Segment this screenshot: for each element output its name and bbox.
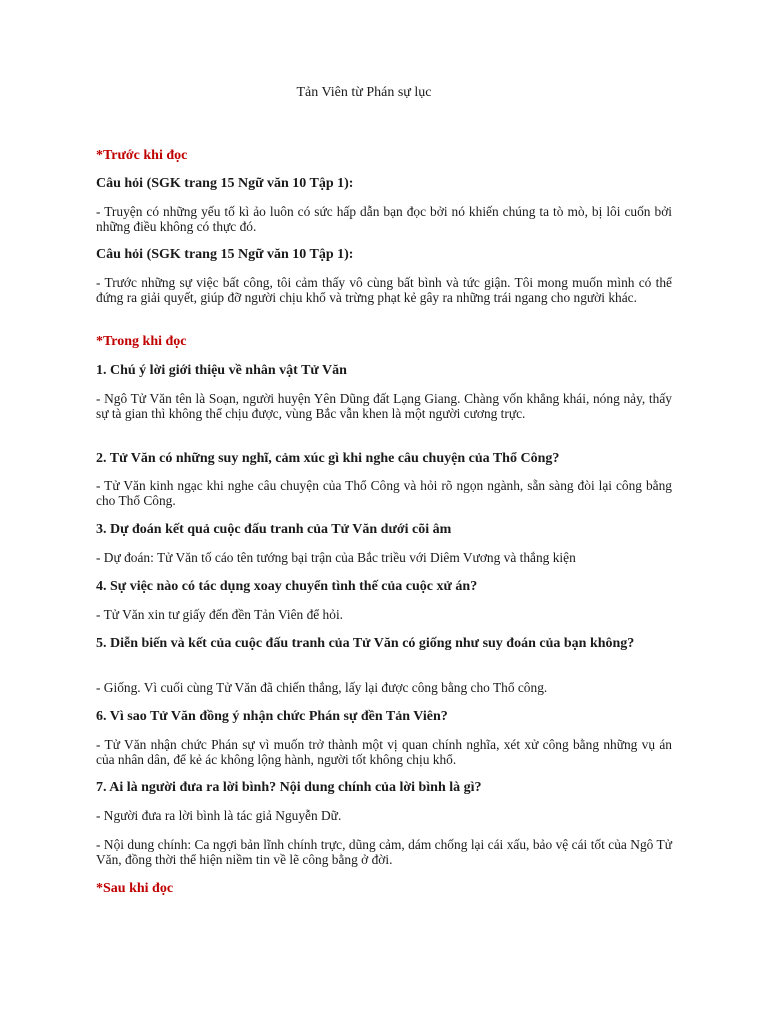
question-item-3: 3. Dự đoán kết quả cuộc đấu tranh của Tử Văn dưới cõi âm [96,522,452,537]
answer-item-5: - Giống. Vì cuối cùng Tử Văn đã chiến thắng, lấy lại được công bằng cho Thổ công. [96,680,548,695]
question-1: Câu hỏi (SGK trang 15 Ngữ văn 10 Tập 1): [96,176,354,191]
document-title: Tản Viên từ Phán sự lục [296,85,432,100]
answer-1: - Truyện có những yếu tố kì ảo luôn có sức hấp dẫn bạn đọc bởi nó khiến chúng ta tò mò, bị lôi cuốn bởi những điều không có thực đó. [96,204,672,234]
answer-item-1: - Ngô Tử Văn tên là Soạn, người huyện Yên Dũng đất Lạng Giang. Chàng vốn khẳng khái, nóng nảy, thấy sự tà gian thì không thể chịu được, vùng Bắc vẫn khen là một người cương trực. [96,391,672,421]
section-heading-after-reading: *Sau khi đọc [96,881,174,896]
question-2: Câu hỏi (SGK trang 15 Ngữ văn 10 Tập 1): [96,247,354,262]
answer-item-7b: - Nội dung chính: Ca ngợi bản lĩnh chính trực, dũng cảm, dám chống lại cái xấu, bảo vệ cái tốt của Ngô Tử Văn, đồng thời thể hiện niềm tin về lẽ công bằng ở đời. [96,837,672,867]
answer-item-2: - Tử Văn kinh ngạc khi nghe câu chuyện của Thổ Công và hỏi rõ ngọn ngành, sẵn sàng đòi lại công bằng cho Thổ Công. [96,478,672,508]
question-item-5: 5. Diễn biến và kết của cuộc đấu tranh của Tử Văn có giống như suy đoán của bạn không? [96,636,635,651]
answer-2: - Trước những sự việc bất công, tôi cảm thấy vô cùng bất bình và tức giận. Tôi mong muốn mình có thể đứng ra giải quyết, giúp đỡ người chịu khổ và trừng phạt kẻ gây ra những trái ngang cho người khác. [96,275,672,305]
question-item-7: 7. Ai là người đưa ra lời bình? Nội dung chính của lời bình là gì? [96,780,482,795]
question-item-6: 6. Vì sao Tử Văn đồng ý nhận chức Phán sự đền Tản Viên? [96,709,448,724]
section-heading-before-reading: *Trước khi đọc [96,148,188,163]
answer-item-6: - Tử Văn nhận chức Phán sự vì muốn trở thành một vị quan chính nghĩa, xét xử công bằng những vụ án của nhân dân, để kẻ ác không lộng hành, người tốt không chịu khổ. [96,737,672,767]
answer-item-4: - Tử Văn xin tư giấy đến đền Tản Viên để hỏi. [96,607,344,622]
question-item-1: 1. Chú ý lời giới thiệu về nhân vật Tử Văn [96,363,347,378]
answer-item-7a: - Người đưa ra lời bình là tác giả Nguyễn Dữ. [96,808,342,823]
section-heading-during-reading: *Trong khi đọc [96,334,187,349]
answer-item-3: - Dự đoán: Tử Văn tố cáo tên tướng bại trận của Bắc triều với Diêm Vương và thắng kiện [96,550,576,565]
question-item-4: 4. Sự việc nào có tác dụng xoay chuyển tình thế của cuộc xử án? [96,579,478,594]
question-item-2: 2. Tử Văn có những suy nghĩ, cảm xúc gì khi nghe câu chuyện của Thổ Công? [96,451,560,466]
